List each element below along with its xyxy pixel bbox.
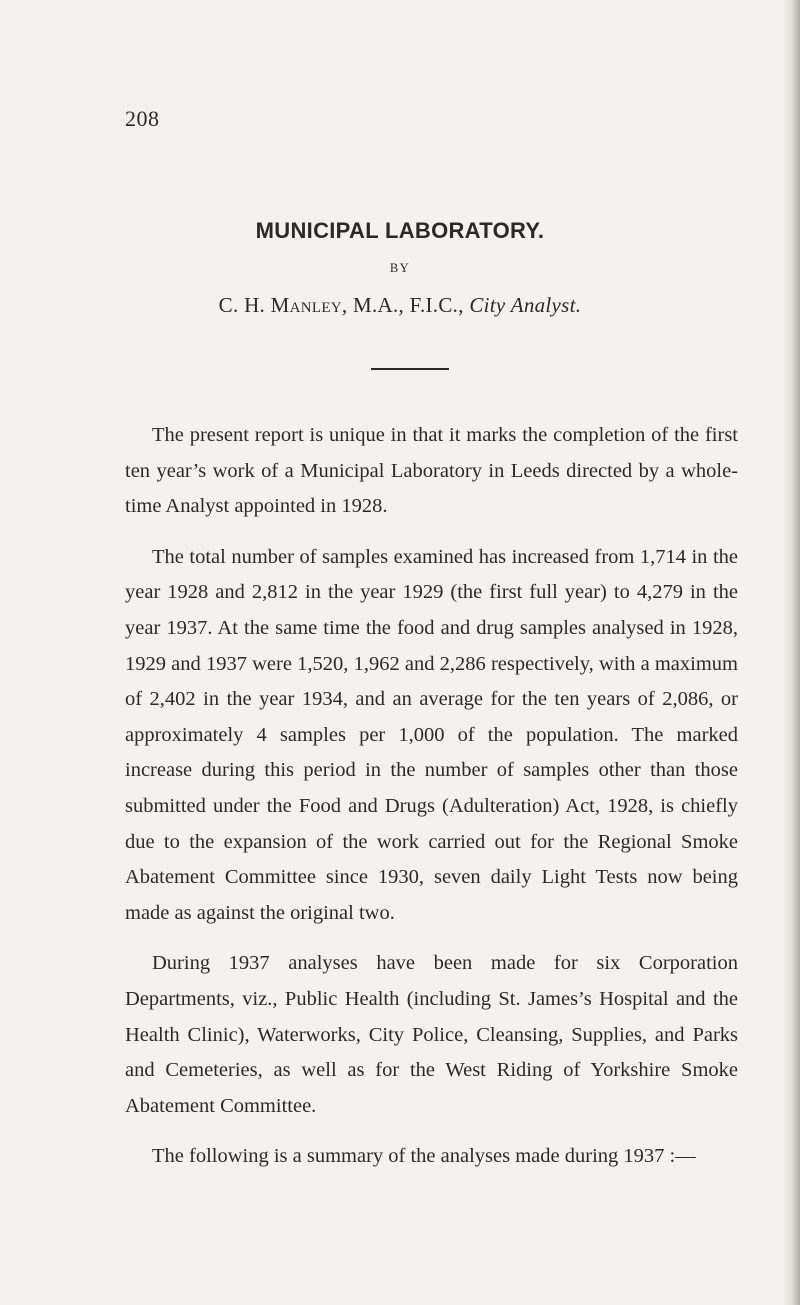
page-title: MUNICIPAL LABORATORY. bbox=[255, 218, 545, 243]
paragraph-samples: The total number of samples examined has increased from 1,714 in the year 1928 and 2,812 in the year 1929 (the first full year) to 4,279 in the year 1937. At the same time the food and drug samples analysed in 1928, 1929 and 1937 were 1,520, 1,962 and 2,286 respectively, with a maximum of 2,402 in the year 1934, and an average for the ten years of 2,086, or approximately 4 samples per 1,000 of the population. The marked increase during this period in the number of samples other than those submitted under the Food and Drugs (Adulteration) Act, 1928, is chiefly due to the expansion of the work carried out for the Regional Smoke Abatement Committee since 1930, seven daily Light Tests now being made as against the original two. bbox=[125, 545, 738, 924]
author-role: City Analyst. bbox=[469, 293, 582, 317]
author-line bbox=[0, 293, 800, 318]
paragraph-summary-intro: The following is a summary of the analyses made during 1937 :— bbox=[152, 1145, 696, 1168]
paragraph-departments: During 1937 analyses have been made for six Corporation Departments, viz., Public Health (including St. James’s Hospital and the Health Clinic), Waterworks, City Police, Cleansing, Supplies, and Parks and Cemeteries, as well as for the West Riding of Yorkshire Smoke Abatement Committee. bbox=[125, 952, 738, 1117]
paragraph-intro: The present report is unique in that it marks the completion of the first ten year’s work of a Municipal Laboratory in Leeds directed by a whole-time Analyst appointed in 1928. bbox=[125, 424, 738, 518]
scan-edge-shadow bbox=[782, 0, 800, 1305]
author-name: C. H. Manley, M.A., F.I.C., bbox=[218, 293, 464, 317]
byline: BY bbox=[389, 261, 411, 275]
report-body bbox=[125, 418, 738, 1175]
page-number: 208 bbox=[125, 106, 160, 131]
divider-rule bbox=[371, 368, 449, 370]
